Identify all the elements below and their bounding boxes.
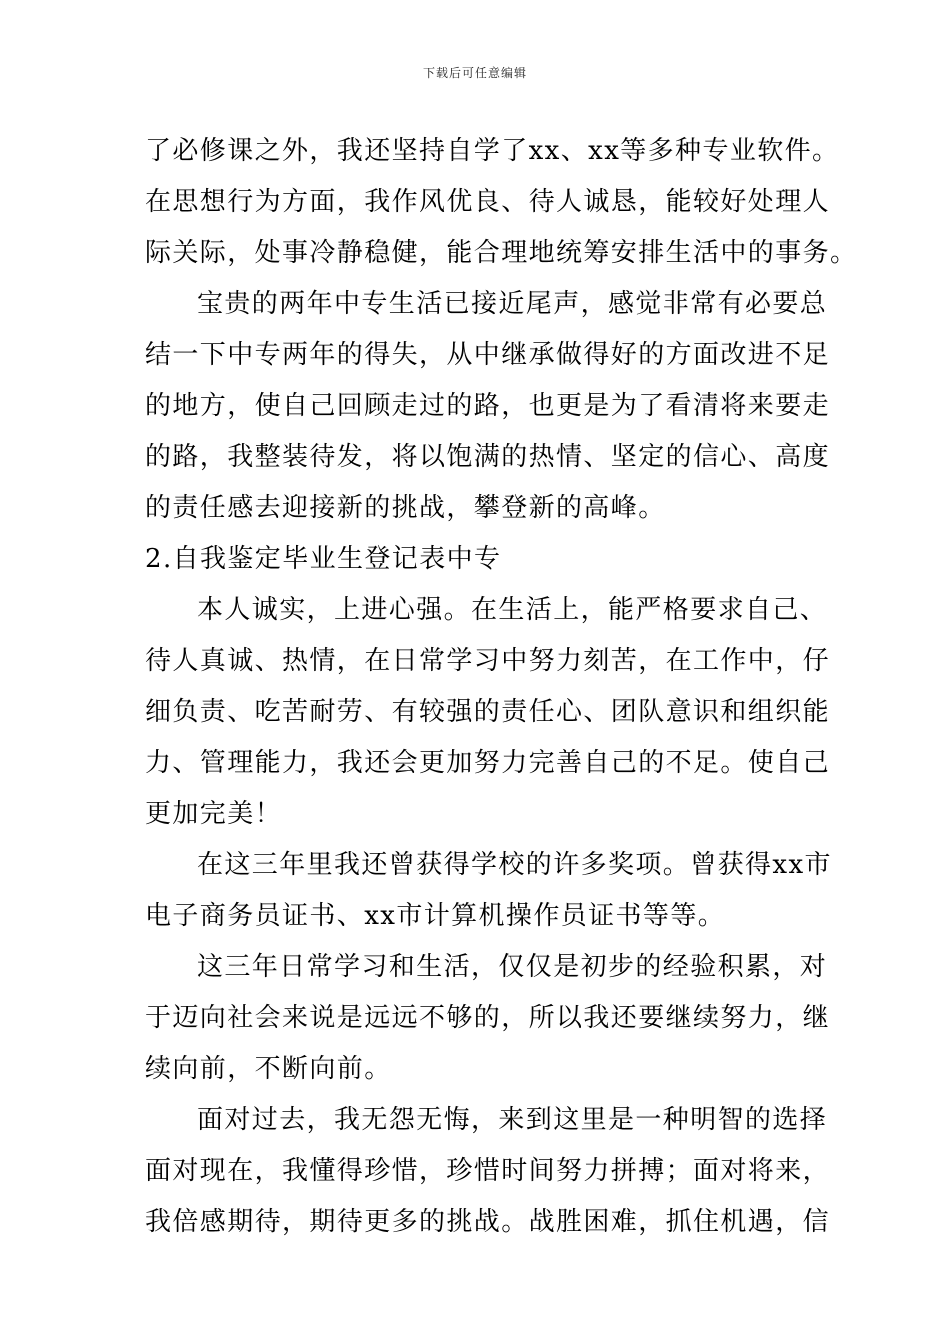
- paragraph-first-line: 面对过去，我无怨无悔，来到这里是一种明智的选择: [197, 1105, 828, 1135]
- text-line: 我倍感期待，期待更多的挑战。战胜困难，抓住机遇，信: [145, 1207, 831, 1237]
- text-line: 待人真诚、热情，在日常学习中努力刻苦，在工作中，仔: [145, 646, 831, 676]
- text-line: 力、管理能力，我还会更加努力完善自己的不足。使自己: [145, 748, 831, 778]
- paragraph-first-line: 本人诚实，上进心强。在生活上，能严格要求自己、: [197, 595, 828, 625]
- paragraph-first-line: 这三年日常学习和生活，仅仅是初步的经验积累，对: [197, 952, 828, 982]
- text-line: 了必修课之外，我还坚持自学了xx、xx等多种专业软件。: [145, 136, 840, 166]
- paragraph-first-line: 宝贵的两年中专生活已接近尾声，感觉非常有必要总: [197, 289, 828, 319]
- text-line: 续向前，不断向前。: [145, 1054, 392, 1084]
- paragraph-first-line: 在这三年里我还曾获得学校的许多奖项。曾获得xx市: [197, 850, 832, 880]
- text-line: 面对现在，我懂得珍惜，珍惜时间努力拼搏；面对将来，: [145, 1156, 831, 1186]
- text-line: 际关际，处事冷静稳健，能合理地统筹安排生活中的事务。: [145, 238, 858, 268]
- text-line: 的地方，使自己回顾走过的路，也更是为了看清将来要走: [145, 391, 831, 421]
- text-line: 的路，我整装待发，将以饱满的热情、坚定的信心、高度: [145, 442, 831, 472]
- page-header: 下载后可任意编辑: [422, 66, 527, 80]
- text-line: 在思想行为方面，我作风优良、待人诚恳，能较好处理人: [145, 187, 831, 217]
- text-line: 于迈向社会来说是远远不够的，所以我还要继续努力，继: [145, 1003, 831, 1033]
- text-line: 更加完美！: [145, 799, 283, 829]
- text-line: 电子商务员证书、xx市计算机操作员证书等等。: [145, 901, 726, 931]
- text-line: 的责任感去迎接新的挑战，攀登新的高峰。: [145, 493, 666, 523]
- document-body: [145, 126, 858, 1248]
- text-line: 细负责、吃苦耐劳、有较强的责任心、团队意识和组织能: [145, 697, 831, 727]
- section-heading: 2.自我鉴定毕业生登记表中专: [145, 544, 502, 574]
- text-line: 结一下中专两年的得失，从中继承做得好的方面改进不足: [145, 340, 831, 370]
